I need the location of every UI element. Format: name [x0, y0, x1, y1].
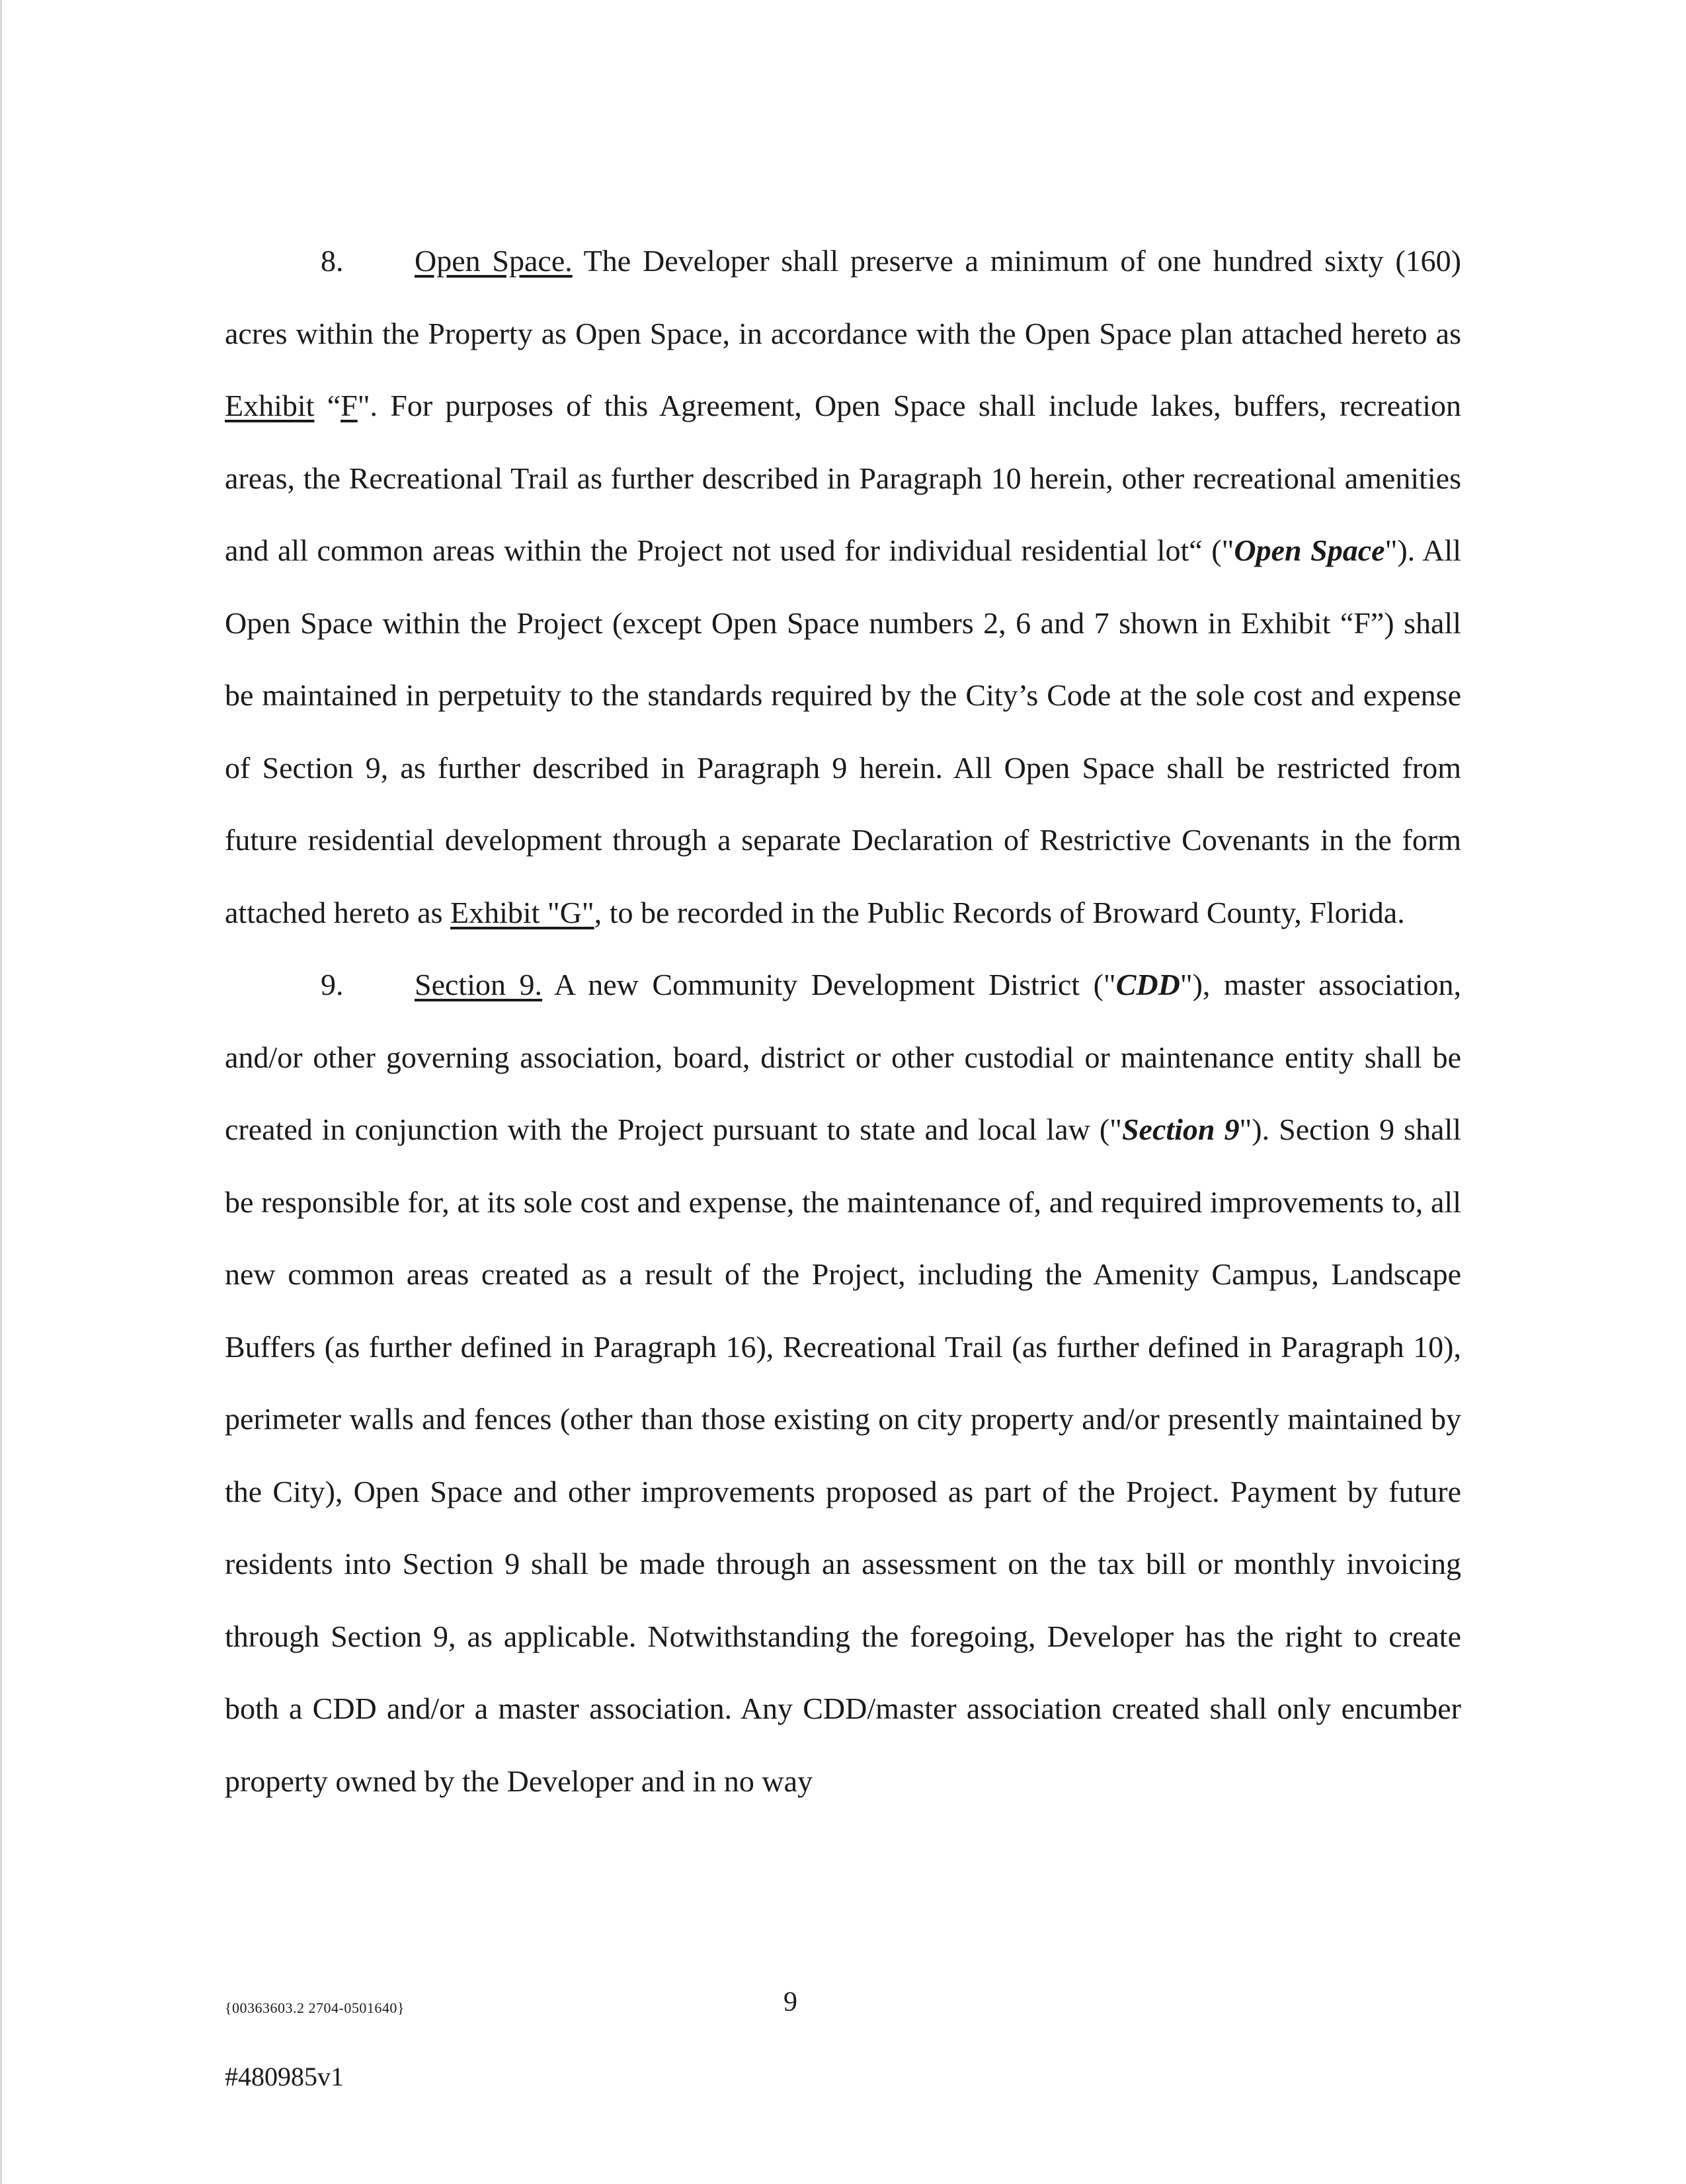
- paragraph-9-heading: Section 9.: [415, 968, 543, 1001]
- paragraph-8-text-4: "). All Open Space within the Project (except Open Space numbers 2, 6 and 7 shown in Exhibit “F”) shall be maintained in perpetuity to the standards required by the City’s Code at the sole cost and expense of Section 9, as further described in Paragraph 9 herein. All Open Space shall be restricted from future residential development through a separate Declaration of Restrictive Covenants in the form attached hereto as: [225, 533, 1461, 929]
- exhibit-f-reference: Exhibit: [225, 389, 315, 422]
- document-version: #480985v1: [225, 2062, 344, 2091]
- cdd-defined-term: CDD: [1115, 968, 1180, 1001]
- paragraph-8-text-5: , to be recorded in the Public Records of Broward County, Florida.: [594, 895, 1405, 929]
- document-code: {00363603.2 2704-0501640}: [225, 2000, 405, 2016]
- scan-edge: [0, 0, 2, 2184]
- paragraph-9-text-2: "), master association, and/or other governing association, board, district or other custodial or maintenance entity shall be created in conjunction with the Project pursuant to state and local law (": [225, 968, 1462, 1146]
- exhibit-g-reference: Exhibit "G": [450, 895, 594, 929]
- document-body: [225, 225, 1461, 1817]
- paragraph-9-text-1: A new Community Development District (": [542, 968, 1116, 1001]
- paragraph-8-number: 8.: [321, 244, 344, 278]
- open-space-defined-term: Open Space: [1234, 533, 1385, 567]
- section-9-defined-term: Section 9: [1121, 1112, 1240, 1146]
- paragraph-9: [225, 949, 1461, 1817]
- paragraph-8-text-3: ". For purposes of this Agreement, Open Space shall include lakes, buffers, recreation areas, the Recreational Trail as further described in Paragraph 10 herein, other recreational amenities and all common areas within the Project not used for individual residential lot“ (": [225, 389, 1461, 567]
- paragraph-8: [225, 225, 1461, 949]
- paragraph-9-text-3: "). Section 9 shall be responsible for, at its sole cost and expense, the maintenance of, and required improvements to, all new common areas created as a result of the Project, including the Amenity Campus, Landscape Buffers (as further defined in Paragraph 16), Recreational Trail (as further defined in Paragraph 10), perimeter walls and fences (other than those existing on city property and/or presently maintained by the City), Open Space and other improvements proposed as part of the Project. Payment by future residents into Section 9 shall be made through an assessment on the tax bill or monthly invoicing through Section 9, as applicable. Notwithstanding the foregoing, Developer has the right to create both a CDD and/or a master association. Any CDD/master association created shall only encumber property owned by the Developer and in no way: [225, 1112, 1462, 1798]
- paragraph-8-text-1: The Developer shall preserve a minimum of one hundred sixty (160) acres within the Property as Open Space, in accordance with the Open Space plan attached hereto as: [225, 244, 1461, 350]
- page-number: 9: [783, 1987, 797, 2017]
- paragraph-8-heading: Open Space.: [415, 244, 573, 278]
- paragraph-9-number: 9.: [321, 968, 344, 1001]
- paragraph-8-text-2: “: [314, 389, 341, 422]
- exhibit-f-letter: F: [341, 389, 358, 422]
